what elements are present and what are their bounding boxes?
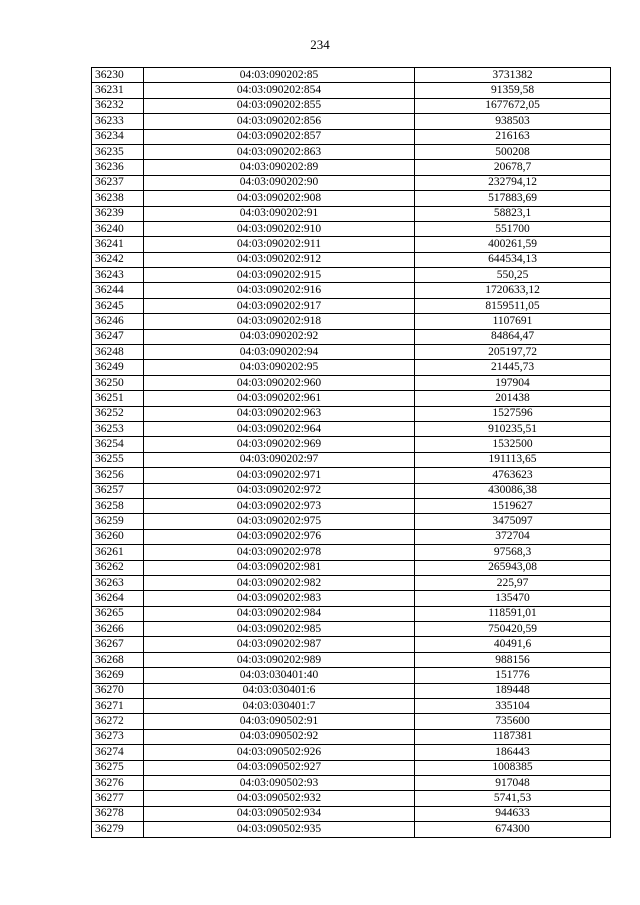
- cadastral-value-cell: 201438: [415, 391, 611, 406]
- cadastral-number-cell: 04:03:090502:927: [144, 760, 415, 775]
- cadastral-number-cell: 04:03:090202:908: [144, 191, 415, 206]
- cadastral-number-cell: 04:03:090502:92: [144, 729, 415, 744]
- table-row: [92, 652, 611, 667]
- cadastral-number-cell: 04:03:090202:856: [144, 114, 415, 129]
- table-row: [92, 714, 611, 729]
- row-number-cell: 36254: [92, 437, 144, 452]
- cadastral-number-cell: 04:03:030401:7: [144, 699, 415, 714]
- cadastral-number-cell: 04:03:090202:90: [144, 175, 415, 190]
- cadastral-number-cell: 04:03:090202:97: [144, 452, 415, 467]
- cadastral-value-cell: 97568,3: [415, 545, 611, 560]
- cadastral-number-cell: 04:03:090202:961: [144, 391, 415, 406]
- cadastral-number-cell: 04:03:090202:989: [144, 652, 415, 667]
- cadastral-value-cell: 216163: [415, 129, 611, 144]
- row-number-cell: 36230: [92, 68, 144, 83]
- row-number-cell: 36242: [92, 252, 144, 267]
- cadastral-value-cell: 550,25: [415, 268, 611, 283]
- row-number-cell: 36251: [92, 391, 144, 406]
- row-number-cell: 36246: [92, 314, 144, 329]
- cadastral-value-cell: 1532500: [415, 437, 611, 452]
- table-row: [92, 560, 611, 575]
- cadastral-value-cell: 674300: [415, 822, 611, 837]
- row-number-cell: 36255: [92, 452, 144, 467]
- table-row: [92, 729, 611, 744]
- table-row: [92, 98, 611, 113]
- table-row: [92, 421, 611, 436]
- table-row: [92, 283, 611, 298]
- cadastral-number-cell: 04:03:090202:972: [144, 483, 415, 498]
- row-number-cell: 36275: [92, 760, 144, 775]
- table-row: [92, 760, 611, 775]
- cadastral-number-cell: 04:03:090202:973: [144, 498, 415, 513]
- cadastral-number-cell: 04:03:090202:857: [144, 129, 415, 144]
- cadastral-value-cell: 84864,47: [415, 329, 611, 344]
- table-row: [92, 606, 611, 621]
- table-row: [92, 591, 611, 606]
- cadastral-value-cell: 988156: [415, 652, 611, 667]
- cadastral-number-cell: 04:03:090202:916: [144, 283, 415, 298]
- row-number-cell: 36271: [92, 699, 144, 714]
- row-number-cell: 36244: [92, 283, 144, 298]
- cadastral-number-cell: 04:03:030401:40: [144, 668, 415, 683]
- cadastral-value-cell: 151776: [415, 668, 611, 683]
- cadastral-value-cell: 910235,51: [415, 421, 611, 436]
- cadastral-value-cell: 1519627: [415, 498, 611, 513]
- table-row: [92, 329, 611, 344]
- cadastral-value-cell: 225,97: [415, 575, 611, 590]
- cadastral-value-cell: 4763623: [415, 468, 611, 483]
- cadastral-value-cell: 750420,59: [415, 622, 611, 637]
- cadastral-number-cell: 04:03:090202:987: [144, 637, 415, 652]
- row-number-cell: 36252: [92, 406, 144, 421]
- cadastral-number-cell: 04:03:090202:912: [144, 252, 415, 267]
- row-number-cell: 36257: [92, 483, 144, 498]
- row-number-cell: 36278: [92, 806, 144, 821]
- cadastral-number-cell: 04:03:090202:985: [144, 622, 415, 637]
- table-row: [92, 360, 611, 375]
- cadastral-number-cell: 04:03:090202:963: [144, 406, 415, 421]
- cadastral-value-cell: 3475097: [415, 514, 611, 529]
- table-row: [92, 483, 611, 498]
- cadastral-number-cell: 04:03:090202:94: [144, 345, 415, 360]
- table-row: [92, 514, 611, 529]
- table-row: [92, 468, 611, 483]
- table-row: [92, 83, 611, 98]
- table-row: [92, 68, 611, 83]
- cadastral-number-cell: 04:03:090202:863: [144, 144, 415, 159]
- table-row: [92, 668, 611, 683]
- table-row: [92, 237, 611, 252]
- row-number-cell: 36260: [92, 529, 144, 544]
- table-row: [92, 529, 611, 544]
- cadastral-number-cell: 04:03:090202:976: [144, 529, 415, 544]
- table-row: [92, 822, 611, 837]
- row-number-cell: 36250: [92, 375, 144, 390]
- cadastral-value-cell: 917048: [415, 775, 611, 790]
- cadastral-number-cell: 04:03:090202:971: [144, 468, 415, 483]
- row-number-cell: 36270: [92, 683, 144, 698]
- table-row: [92, 175, 611, 190]
- row-number-cell: 36256: [92, 468, 144, 483]
- cadastral-value-cell: 21445,73: [415, 360, 611, 375]
- table-row: [92, 268, 611, 283]
- cadastral-number-cell: 04:03:030401:6: [144, 683, 415, 698]
- row-number-cell: 36237: [92, 175, 144, 190]
- cadastral-number-cell: 04:03:090202:978: [144, 545, 415, 560]
- table-row: [92, 129, 611, 144]
- cadastral-number-cell: 04:03:090202:911: [144, 237, 415, 252]
- row-number-cell: 36269: [92, 668, 144, 683]
- row-number-cell: 36279: [92, 822, 144, 837]
- table-row: [92, 575, 611, 590]
- cadastral-value-cell: 5741,53: [415, 791, 611, 806]
- cadastral-value-table: [91, 67, 611, 838]
- row-number-cell: 36249: [92, 360, 144, 375]
- row-number-cell: 36245: [92, 298, 144, 313]
- row-number-cell: 36247: [92, 329, 144, 344]
- table-row: [92, 437, 611, 452]
- row-number-cell: 36272: [92, 714, 144, 729]
- row-number-cell: 36258: [92, 498, 144, 513]
- row-number-cell: 36241: [92, 237, 144, 252]
- row-number-cell: 36264: [92, 591, 144, 606]
- cadastral-value-cell: 430086,38: [415, 483, 611, 498]
- row-number-cell: 36239: [92, 206, 144, 221]
- row-number-cell: 36248: [92, 345, 144, 360]
- cadastral-value-cell: 91359,58: [415, 83, 611, 98]
- row-number-cell: 36235: [92, 144, 144, 159]
- cadastral-number-cell: 04:03:090202:984: [144, 606, 415, 621]
- row-number-cell: 36268: [92, 652, 144, 667]
- row-number-cell: 36267: [92, 637, 144, 652]
- cadastral-value-cell: 40491,6: [415, 637, 611, 652]
- cadastral-number-cell: 04:03:090502:93: [144, 775, 415, 790]
- cadastral-number-cell: 04:03:090202:917: [144, 298, 415, 313]
- row-number-cell: 36240: [92, 221, 144, 236]
- table-row: [92, 498, 611, 513]
- cadastral-value-cell: 735600: [415, 714, 611, 729]
- cadastral-value-cell: 400261,59: [415, 237, 611, 252]
- table-body: [92, 68, 611, 838]
- cadastral-number-cell: 04:03:090502:91: [144, 714, 415, 729]
- cadastral-value-cell: 944633: [415, 806, 611, 821]
- row-number-cell: 36276: [92, 775, 144, 790]
- cadastral-value-cell: 186443: [415, 745, 611, 760]
- cadastral-value-cell: 58823,1: [415, 206, 611, 221]
- cadastral-value-cell: 135470: [415, 591, 611, 606]
- table-row: [92, 545, 611, 560]
- cadastral-value-cell: 191113,65: [415, 452, 611, 467]
- row-number-cell: 36243: [92, 268, 144, 283]
- table-row: [92, 191, 611, 206]
- cadastral-value-cell: 197904: [415, 375, 611, 390]
- row-number-cell: 36265: [92, 606, 144, 621]
- table-row: [92, 314, 611, 329]
- row-number-cell: 36231: [92, 83, 144, 98]
- cadastral-number-cell: 04:03:090202:910: [144, 221, 415, 236]
- cadastral-value-cell: 3731382: [415, 68, 611, 83]
- cadastral-value-cell: 372704: [415, 529, 611, 544]
- cadastral-value-cell: 1107691: [415, 314, 611, 329]
- row-number-cell: 36236: [92, 160, 144, 175]
- cadastral-value-cell: 265943,08: [415, 560, 611, 575]
- cadastral-number-cell: 04:03:090202:918: [144, 314, 415, 329]
- row-number-cell: 36262: [92, 560, 144, 575]
- cadastral-number-cell: 04:03:090202:960: [144, 375, 415, 390]
- table-row: [92, 206, 611, 221]
- table-row: [92, 452, 611, 467]
- table-row: [92, 775, 611, 790]
- table-row: [92, 745, 611, 760]
- cadastral-value-cell: 1527596: [415, 406, 611, 421]
- table-row: [92, 144, 611, 159]
- row-number-cell: 36263: [92, 575, 144, 590]
- cadastral-number-cell: 04:03:090202:855: [144, 98, 415, 113]
- table-row: [92, 298, 611, 313]
- cadastral-number-cell: 04:03:090502:934: [144, 806, 415, 821]
- table-row: [92, 391, 611, 406]
- row-number-cell: 36274: [92, 745, 144, 760]
- cadastral-value-cell: 20678,7: [415, 160, 611, 175]
- row-number-cell: 36261: [92, 545, 144, 560]
- table-row: [92, 622, 611, 637]
- cadastral-number-cell: 04:03:090202:92: [144, 329, 415, 344]
- table-row: [92, 683, 611, 698]
- cadastral-number-cell: 04:03:090202:983: [144, 591, 415, 606]
- cadastral-value-cell: 938503: [415, 114, 611, 129]
- row-number-cell: 36232: [92, 98, 144, 113]
- cadastral-number-cell: 04:03:090202:85: [144, 68, 415, 83]
- cadastral-value-cell: 8159511,05: [415, 298, 611, 313]
- table-row: [92, 252, 611, 267]
- cadastral-number-cell: 04:03:090502:935: [144, 822, 415, 837]
- table-row: [92, 806, 611, 821]
- cadastral-value-cell: 644534,13: [415, 252, 611, 267]
- cadastral-value-cell: 1187381: [415, 729, 611, 744]
- row-number-cell: 36238: [92, 191, 144, 206]
- cadastral-number-cell: 04:03:090202:981: [144, 560, 415, 575]
- page-number: 234: [310, 37, 330, 52]
- table-row: [92, 375, 611, 390]
- table-row: [92, 114, 611, 129]
- cadastral-number-cell: 04:03:090202:915: [144, 268, 415, 283]
- cadastral-number-cell: 04:03:090502:932: [144, 791, 415, 806]
- table-row: [92, 637, 611, 652]
- row-number-cell: 36259: [92, 514, 144, 529]
- cadastral-number-cell: 04:03:090202:982: [144, 575, 415, 590]
- table-row: [92, 160, 611, 175]
- cadastral-number-cell: 04:03:090202:854: [144, 83, 415, 98]
- cadastral-number-cell: 04:03:090202:95: [144, 360, 415, 375]
- cadastral-value-cell: 189448: [415, 683, 611, 698]
- cadastral-number-cell: 04:03:090202:964: [144, 421, 415, 436]
- cadastral-value-cell: 335104: [415, 699, 611, 714]
- table-row: [92, 221, 611, 236]
- cadastral-value-cell: 500208: [415, 144, 611, 159]
- cadastral-number-cell: 04:03:090202:975: [144, 514, 415, 529]
- cadastral-value-cell: 551700: [415, 221, 611, 236]
- row-number-cell: 36234: [92, 129, 144, 144]
- table-row: [92, 406, 611, 421]
- cadastral-number-cell: 04:03:090202:91: [144, 206, 415, 221]
- row-number-cell: 36233: [92, 114, 144, 129]
- table-row: [92, 699, 611, 714]
- cadastral-number-cell: 04:03:090202:89: [144, 160, 415, 175]
- cadastral-number-cell: 04:03:090502:926: [144, 745, 415, 760]
- cadastral-value-cell: 232794,12: [415, 175, 611, 190]
- cadastral-value-cell: 118591,01: [415, 606, 611, 621]
- cadastral-value-cell: 1008385: [415, 760, 611, 775]
- cadastral-value-cell: 1720633,12: [415, 283, 611, 298]
- table-row: [92, 345, 611, 360]
- cadastral-value-cell: 517883,69: [415, 191, 611, 206]
- table-row: [92, 791, 611, 806]
- cadastral-number-cell: 04:03:090202:969: [144, 437, 415, 452]
- cadastral-value-cell: 205197,72: [415, 345, 611, 360]
- row-number-cell: 36253: [92, 421, 144, 436]
- row-number-cell: 36277: [92, 791, 144, 806]
- row-number-cell: 36266: [92, 622, 144, 637]
- cadastral-value-cell: 1677672,05: [415, 98, 611, 113]
- row-number-cell: 36273: [92, 729, 144, 744]
